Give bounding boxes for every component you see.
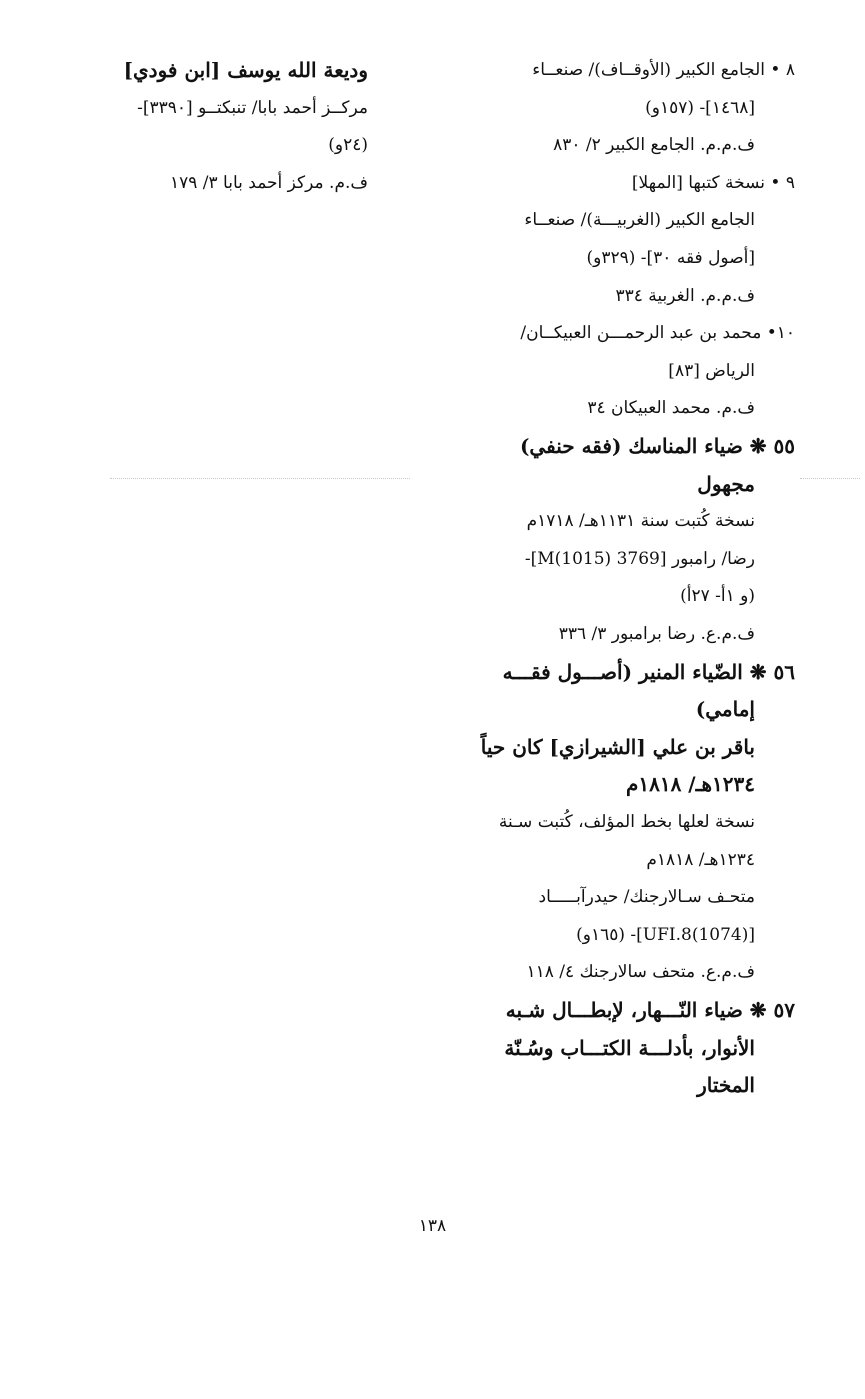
entry-line: [١٤٦٨]- (١٥٧و) bbox=[645, 97, 755, 118]
entry-heading-line: إمامي) bbox=[695, 697, 755, 722]
entry-line: (٢٤و) bbox=[328, 135, 368, 156]
entry-line: ف.م.م. الجامع الكبير ٢/ ٨٣٠ bbox=[553, 135, 755, 156]
entry-line: [أصول فقه ٣٠]- (٣٢٩و) bbox=[586, 248, 755, 268]
entry-line: نسخة لعلها بخط المؤلف، كُتبت سـنة bbox=[498, 812, 755, 832]
page-number: ١٣٨ bbox=[418, 1216, 447, 1236]
entry-heading-line: مجهول bbox=[697, 471, 755, 496]
entry-heading-line: الأنوار، بأدلـــة الكتـــاب وسُـنّة bbox=[504, 1035, 755, 1060]
entry-line: ٨ • الجامع الكبير (الأوقــاف)/ صنعــاء bbox=[532, 60, 795, 80]
entry-line: مركــز أحمد بابا/ تنبكتــو [٣٣٩٠]- bbox=[137, 97, 368, 118]
dotted-separator bbox=[110, 478, 410, 479]
entry-line: رضا/ رامبور [3769 M(1015)]- bbox=[524, 548, 755, 569]
entry-line: ف.م.ع. رضا برامبور ٣/ ٣٣٦ bbox=[558, 624, 755, 644]
entry-line: (و ١أ- ٢٧أ) bbox=[680, 586, 755, 607]
entry-line: ١٢٣٤هـ/ ١٨١٨م bbox=[646, 849, 755, 870]
entry-heading-line: ١٢٣٤هـ/ ١٨١٨م bbox=[625, 772, 755, 797]
entry-line: الرياض [٨٣] bbox=[668, 360, 755, 381]
entry-line: نسخة كُتبت سنة ١١٣١هـ/ ١٧١٨م bbox=[526, 511, 755, 532]
entry-line: ف.م.م. الغربية ٣٣٤ bbox=[615, 285, 755, 306]
entry-heading-line: المختار bbox=[697, 1073, 755, 1098]
entry-heading-line: باقر بن علي [الشيرازي] كان حياً bbox=[480, 734, 755, 759]
entry-line: متحـف سـالارجنك/ حيدرآبـــــاد bbox=[538, 887, 755, 908]
entry-line: [UFI.8(1074)]- (١٦٥و) bbox=[576, 924, 755, 945]
entry-heading-line: ٥٦ ❋ الضّياء المنير (أصـــول فقـــه bbox=[502, 659, 795, 684]
dotted-separator bbox=[800, 478, 860, 479]
entry-heading-line: ٥٧ ❋ ضياء النّـــهار، لإبطـــال شـبه bbox=[505, 998, 795, 1022]
entry-line: ف.م. مركز أحمد بابا ٣/ ١٧٩ bbox=[169, 172, 368, 193]
entry-heading-line: وديعة الله يوسف [ابن فودي] bbox=[123, 58, 368, 82]
entry-heading-line: ٥٥ ❋ ضياء المناسك (فقه حنفي) bbox=[519, 434, 795, 458]
entry-line: ١٠• محمد بن عبد الرحمـــن العبيكــان/ bbox=[520, 323, 795, 344]
entry-line: الجامع الكبير (الغربيـــة)/ صنعــاء bbox=[524, 210, 755, 231]
entry-line: ٩ • نسخة كتبها [المهلا] bbox=[631, 172, 795, 193]
entry-line: ف.م. محمد العبيكان ٣٤ bbox=[587, 398, 755, 419]
entry-line: ف.م.ع. متحف سالارجنك ٤/ ١١٨ bbox=[526, 962, 755, 983]
